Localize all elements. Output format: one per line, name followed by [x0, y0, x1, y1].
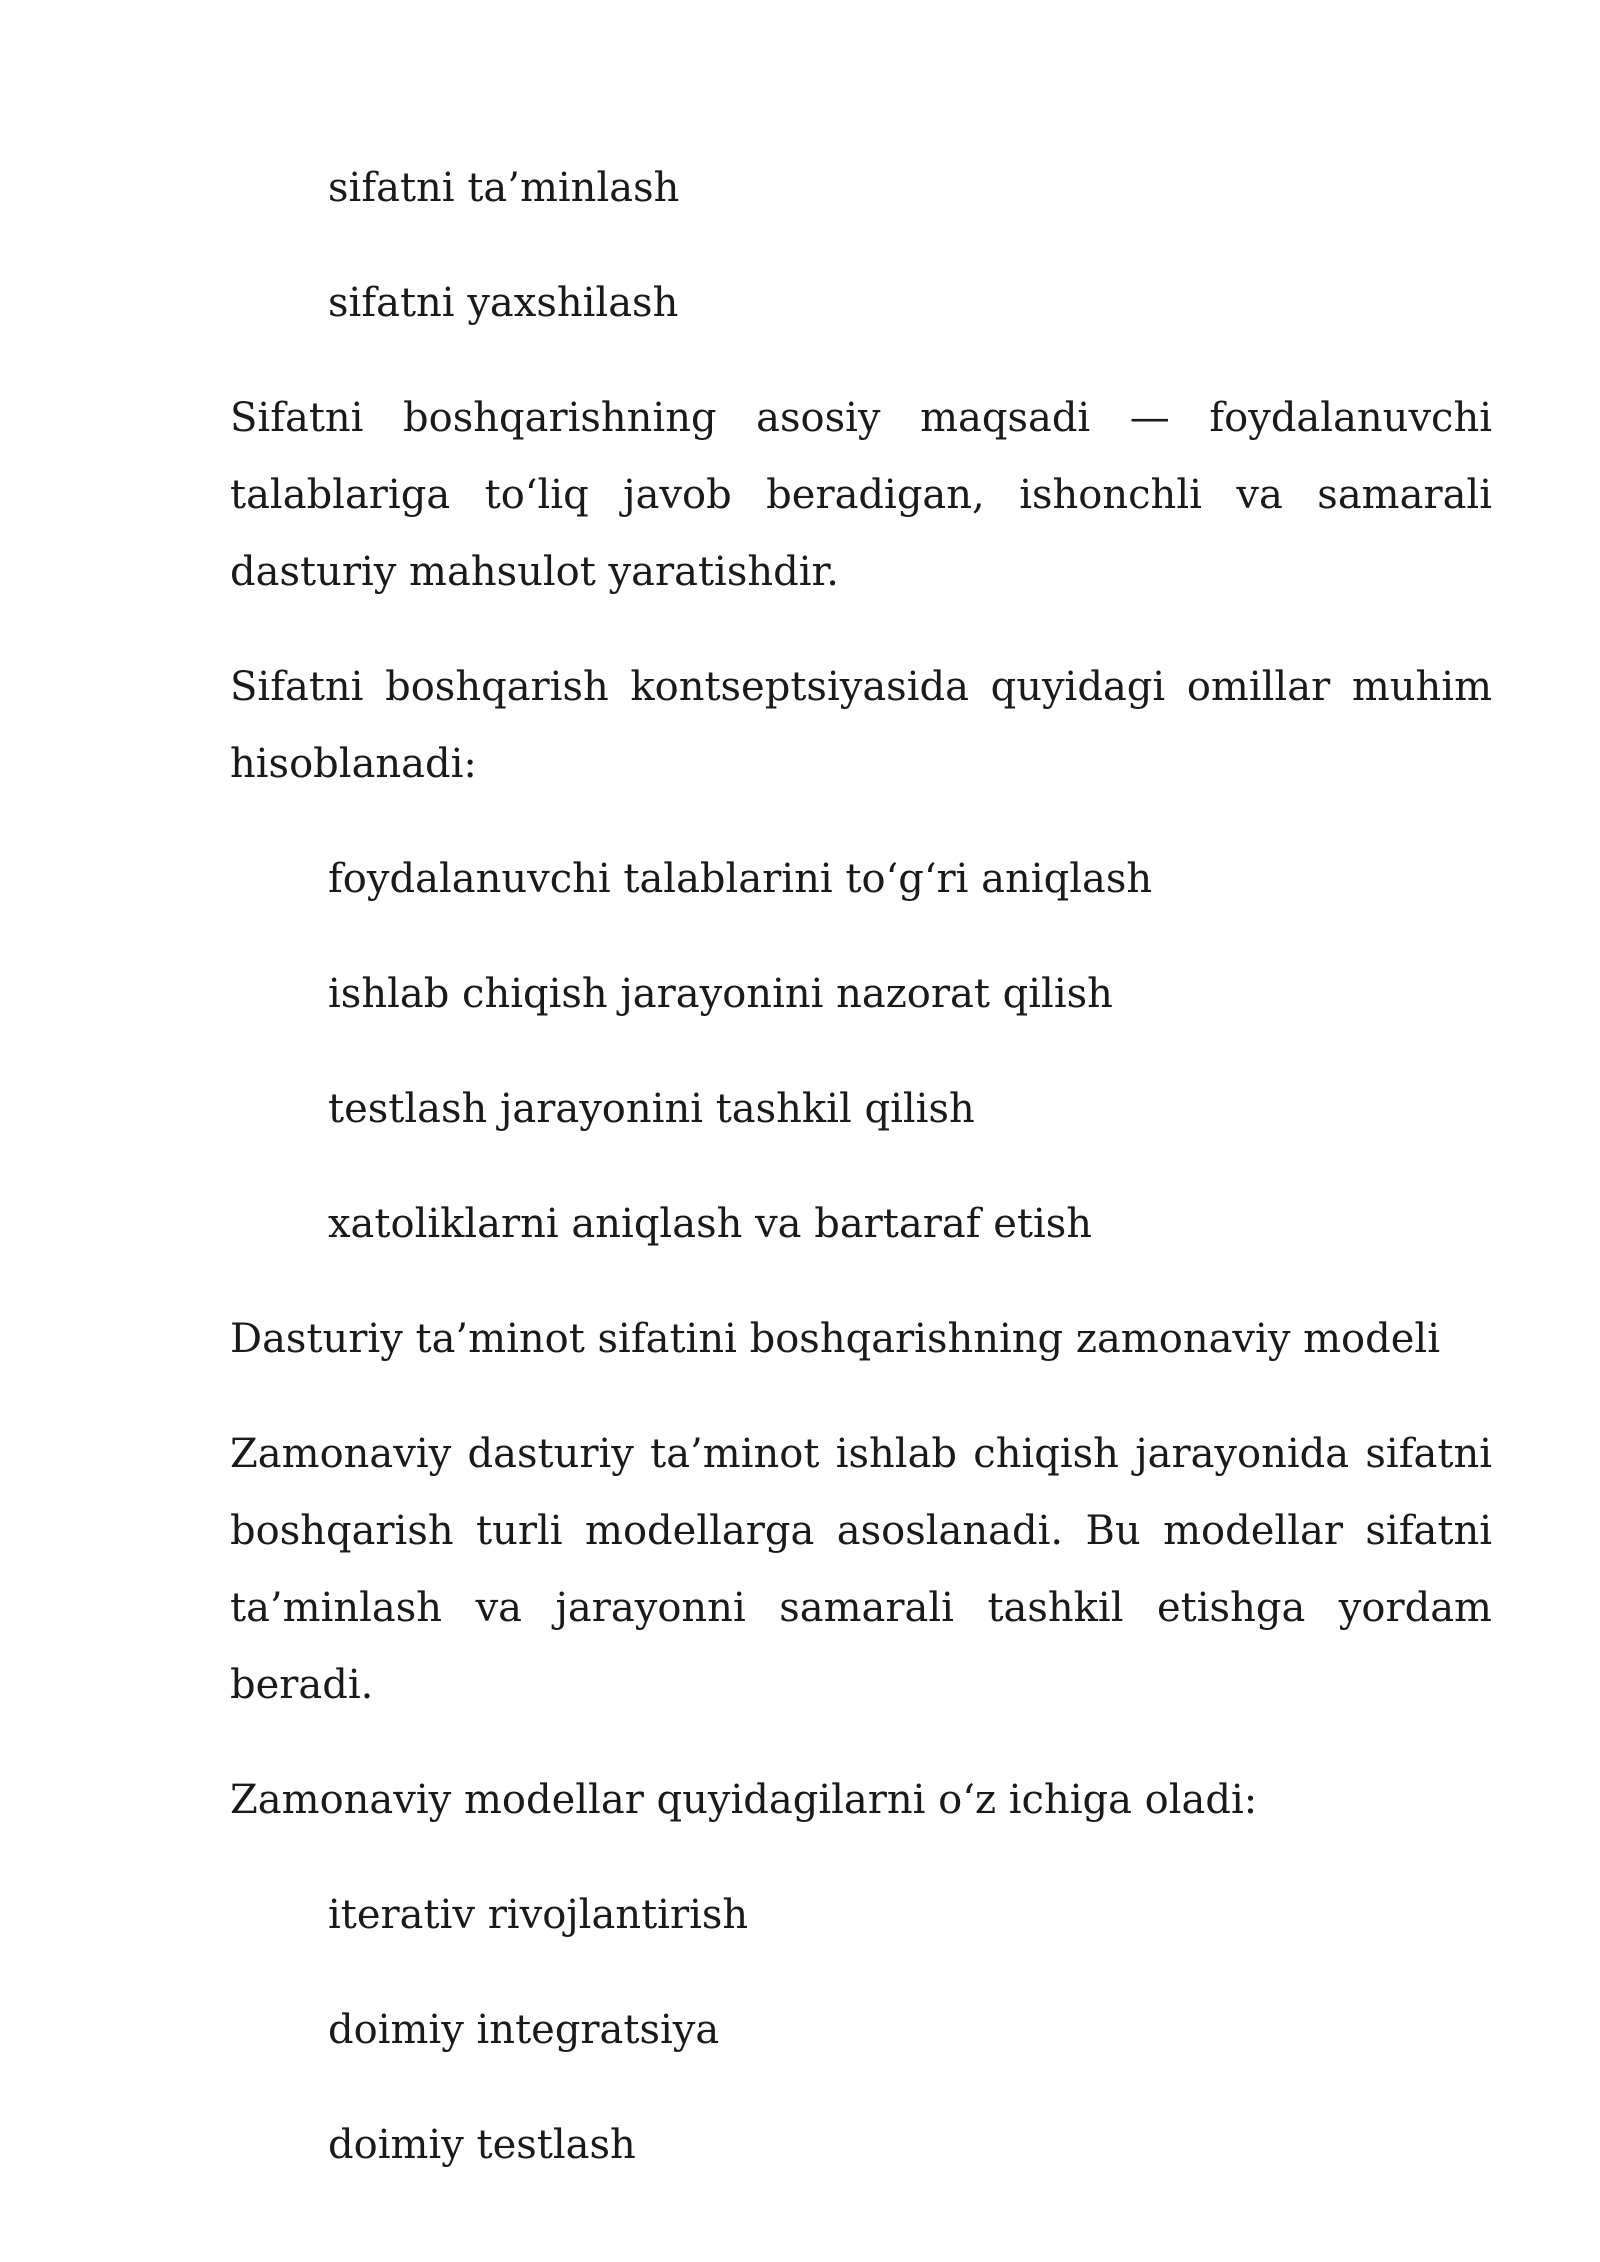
list-item: foydalanuvchi talablarini to‘g‘ri aniqlash — [328, 856, 1153, 902]
list-item: sifatni ta’minlash — [328, 165, 680, 211]
paragraph: Sifatni boshqarishning asosiy maqsadi — foydalanuvchi talablariga to‘liq javob beradigan, ishonchli va samarali dasturiy mahsulot yaratishdir. — [230, 395, 1492, 595]
list-item: xatoliklarni aniqlash va bartaraf etish — [328, 1201, 1093, 1247]
section-heading: Dasturiy ta’minot sifatini boshqarishning zamonaviy modeli — [230, 1316, 1440, 1362]
paragraph: Sifatni boshqarish kontseptsiyasida quyidagi omillar muhim hisoblanadi: — [230, 664, 1492, 787]
paragraph: Zamonaviy dasturiy ta’minot ishlab chiqish jarayonida sifatni boshqarish turli modellarga asoslanadi. Bu modellar sifatni ta’minlash va jarayonni samarali tashkil etishga yordam beradi. — [230, 1431, 1492, 1708]
paragraph: Zamonaviy modellar quyidagilarni o‘z ichiga oladi: — [230, 1777, 1258, 1823]
list-item: sifatni yaxshilash — [328, 280, 679, 326]
list-item: ishlab chiqish jarayonini nazorat qilish — [328, 971, 1113, 1017]
list-item: doimiy testlash — [328, 2122, 636, 2168]
list-item: testlash jarayonini tashkil qilish — [328, 1086, 975, 1132]
list-item: doimiy integratsiya — [328, 2007, 720, 2053]
list-item: iterativ rivojlantirish — [328, 1892, 749, 1938]
document-page — [230, 150, 1492, 2222]
